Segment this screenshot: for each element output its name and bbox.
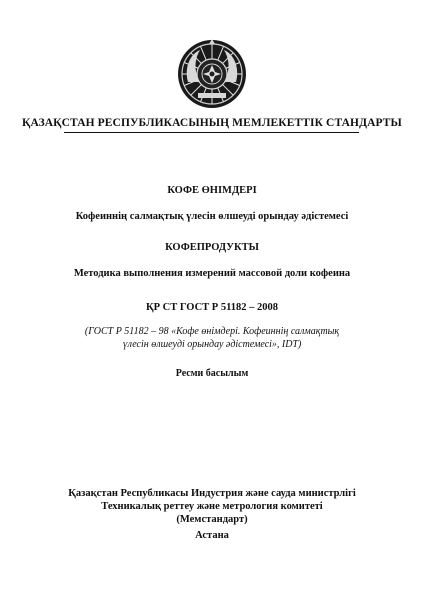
standard-reference-line2: үлесін өлшеуді орындау әдістемесі», IDT) bbox=[122, 339, 302, 350]
official-edition-label: Ресми басылым bbox=[175, 368, 249, 379]
authority-line2: Техникалық реттеу және метрология комитеті bbox=[101, 501, 323, 512]
issuing-authority bbox=[0, 487, 424, 526]
standard-header-title: ҚАЗАҚСТАН РЕСПУБЛИКАСЫНЫҢ МЕМЛЕКЕТТІК СТАНДАРТЫ bbox=[22, 117, 402, 129]
header-divider bbox=[64, 132, 359, 133]
kazakh-product-title: КОФЕ ӨНІМДЕРІ bbox=[167, 185, 257, 196]
standard-code: ҚР СТ ГОСТ Р 51182 – 2008 bbox=[146, 302, 278, 313]
standard-reference-line1: (ГОСТ Р 51182 – 98 «Кофе өнімдері. Кофеиннің салмақтық bbox=[84, 326, 340, 337]
authority-line1: Қазақстан Республикасы Индустрия және сауда министрлігі bbox=[68, 488, 356, 499]
authority-line3: (Мемстандарт) bbox=[176, 514, 248, 525]
publication-city: Астана bbox=[195, 530, 229, 541]
state-emblem-icon bbox=[176, 38, 248, 110]
kazakh-method-title: Кофеиннің салмақтық үлесін өлшеуді орындау әдістемесі bbox=[75, 211, 349, 222]
russian-method-title: Методика выполнения измерений массовой доли кофеина bbox=[73, 268, 351, 279]
russian-product-title: КОФЕПРОДУКТЫ bbox=[165, 242, 259, 253]
standard-reference bbox=[0, 325, 424, 351]
